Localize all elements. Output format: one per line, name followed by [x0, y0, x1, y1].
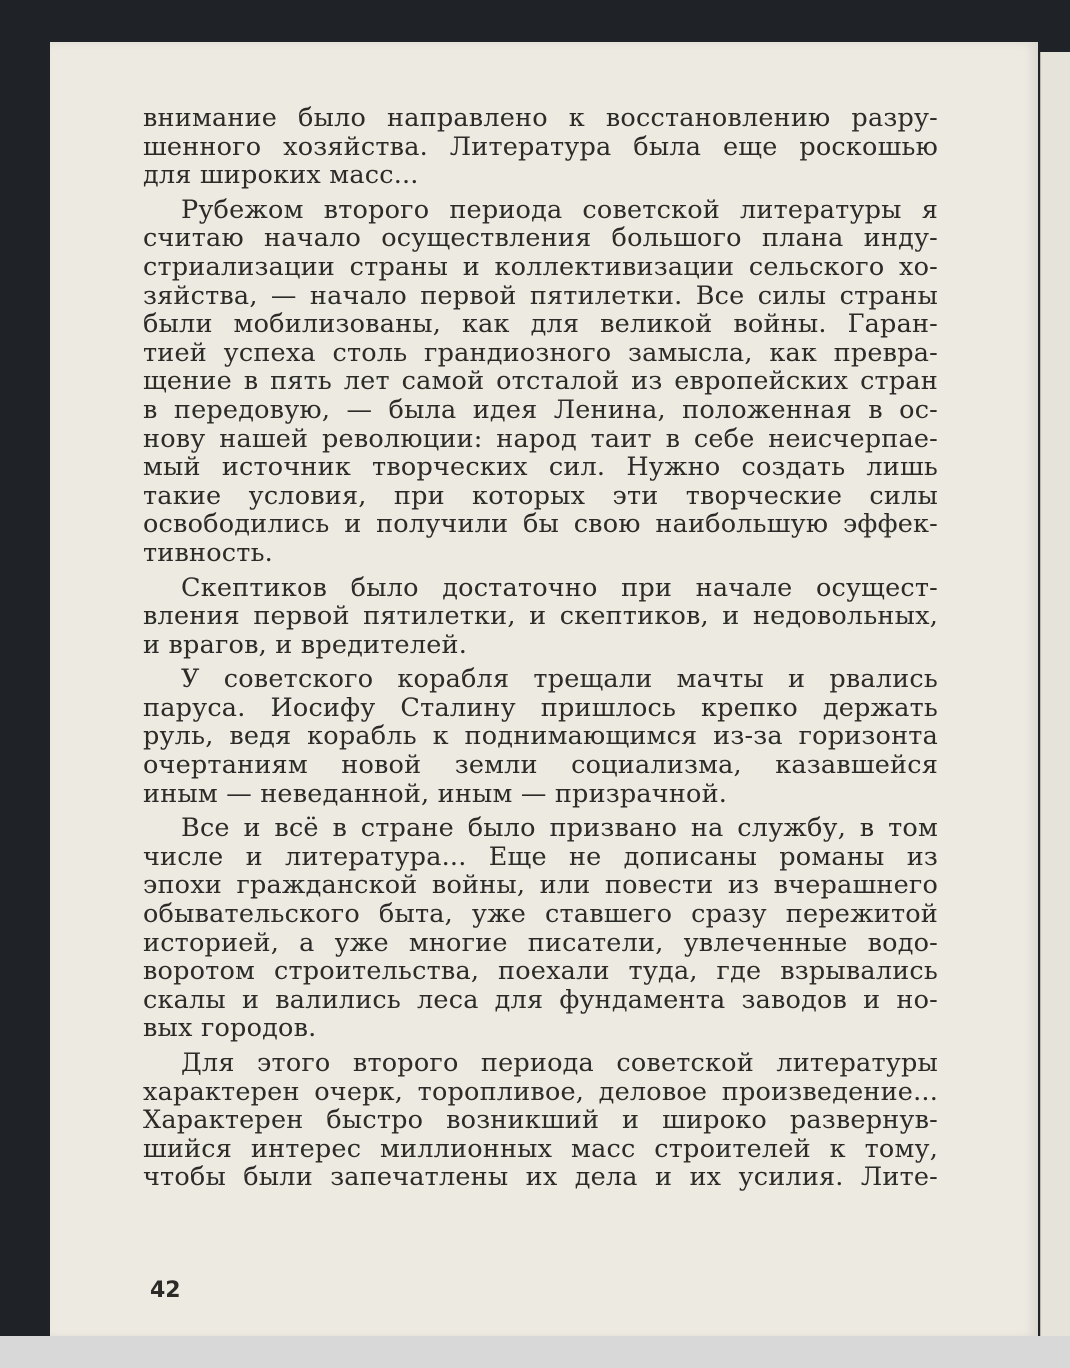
text-line: обывательского быта, уже ставшего сразу пережитой	[143, 899, 938, 930]
scan-bottom-margin	[0, 1336, 1070, 1368]
text-line: скалы и валились леса для фундамента заводов и но-	[143, 984, 938, 1015]
paragraph-5	[143, 814, 938, 1043]
text-line: тией успеха столь грандиозного замысла, как превра-	[143, 337, 938, 368]
adjacent-page-edge	[1040, 52, 1070, 1338]
text-line: чтобы были запечатлены их дела и их усилия. Лите-	[143, 1162, 938, 1193]
text-line: были мобилизованы, как для великой войны. Гаран-	[143, 309, 938, 340]
text-line: стриализации страны и коллективизации сельского хо-	[143, 251, 938, 282]
text-line: Рубежом второго периода советской литературы я	[181, 194, 938, 225]
text-line: характерен очерк, торопливое, деловое произведение...	[143, 1076, 938, 1107]
text-line: и врагов, и вредителей.	[143, 629, 468, 660]
text-line: паруса. Иосифу Сталину пришлось крепко держать	[143, 692, 938, 723]
text-line: внимание было направлено к восстановлению разру-	[143, 103, 938, 133]
text-line: такие условия, при которых эти творческие силы	[143, 480, 938, 511]
text-line: вления первой пятилетки, и скептиков, и недовольных,	[143, 601, 938, 632]
text-line: шийся интерес миллионных масс строителей к тому,	[143, 1133, 938, 1164]
paragraph-3	[143, 574, 938, 660]
text-line: У советского корабля трещали мачты и рвались	[181, 664, 938, 695]
text-line: освободились и получили бы свою наибольшую эффек-	[143, 509, 938, 540]
text-line: эпохи гражданской войны, или повести из вчерашнего	[143, 870, 938, 901]
text-line: руль, ведя корабль к поднимающимся из-за горизонта	[143, 721, 938, 752]
text-line: шенного хозяйства. Литература была еще роскошью	[143, 131, 938, 162]
text-line: иным — неведанной, иным — призрачной.	[143, 778, 728, 809]
paragraph-6	[143, 1049, 938, 1192]
text-line: тивность.	[143, 537, 273, 568]
text-line: историей, а уже многие писатели, увлеченные водо-	[143, 927, 938, 958]
text-line: очертаниям новой земли социализма, казавшейся	[143, 750, 938, 781]
paragraph-1	[143, 104, 938, 190]
text-line: Все и всё в стране было призвано на службу, в том	[181, 813, 938, 844]
text-line: для широких масс...	[143, 160, 419, 191]
text-line: Для этого второго периода советской литературы	[181, 1048, 938, 1078]
paragraph-4	[143, 665, 938, 808]
text-line: в передовую, — была идея Ленина, положенная в ос-	[143, 394, 938, 425]
text-line: вых городов.	[143, 1013, 317, 1044]
text-line: нову нашей революции: народ таит в себе неисчерпае-	[143, 423, 938, 454]
text-line: Характерен быстро возникший и широко развернув-	[143, 1105, 938, 1136]
text-line: воротом строительства, поехали туда, где взрывались	[143, 956, 938, 987]
text-line: Скептиков было достаточно при начале осущест-	[181, 572, 938, 603]
page-text	[143, 104, 938, 1198]
text-line: считаю начало осуществления большого плана инду-	[143, 223, 938, 254]
paragraph-2	[143, 196, 938, 568]
page-number: 42	[150, 1278, 181, 1303]
text-line: мый источник творческих сил. Нужно создать лишь	[143, 452, 938, 483]
text-line: числе и литература... Еще не дописаны романы из	[143, 841, 938, 872]
text-line: щение в пять лет самой отсталой из европейских стран	[143, 366, 938, 397]
text-line: зяйства, — начало первой пятилетки. Все силы страны	[143, 280, 938, 311]
